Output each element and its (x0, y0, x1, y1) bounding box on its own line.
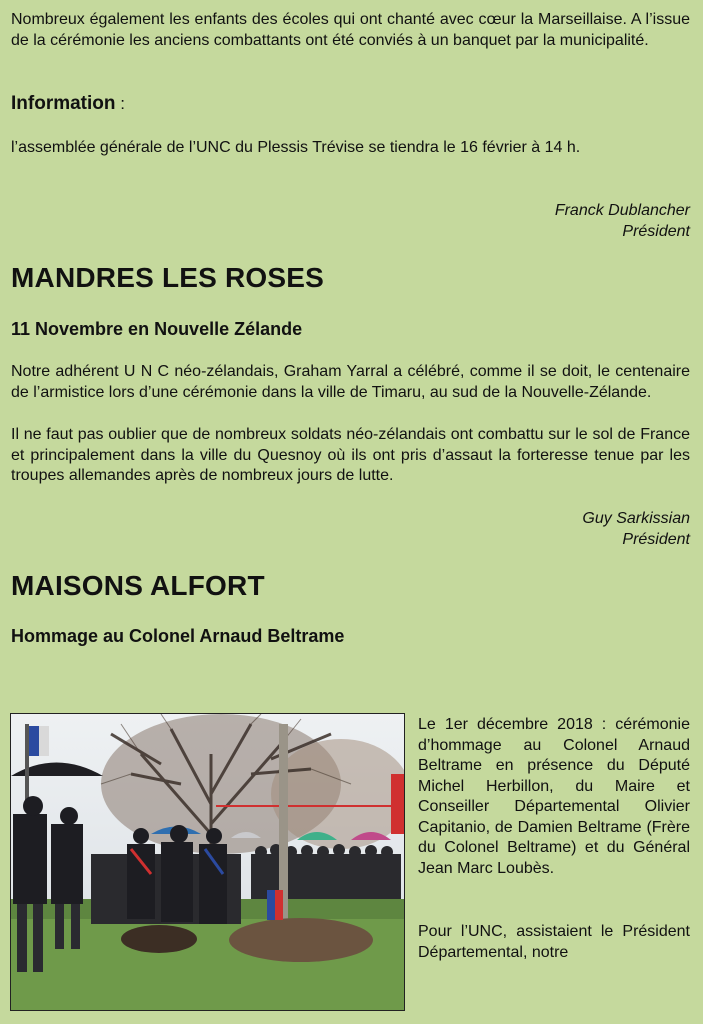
maisons-paragraph-1: Le 1er décembre 2018 : cérémonie d’hommage au Colonel Arnaud Beltrame en présence du Député Michel Herbillon, du Maire et Conseiller Départemental Olivier Capitanio, de Damien Beltrame (Frère du Colonel Beltrame) et du Général Jean Marc Loubès. (418, 716, 690, 877)
information-heading-colon: : (115, 94, 125, 113)
section-subtitle-maisons: Hommage au Colonel Arnaud Beltrame (11, 626, 345, 646)
signature-name: Guy Sarkissian (582, 510, 690, 527)
mandres-paragraph-1: Notre adhérent U N C néo-zélandais, Graham Yarral a célébré, comme il se doit, le centenaire de l’armistice lors d’une cérémonie dans la ville de Timaru, au sud de la Nouvelle-Zélande. (11, 363, 690, 401)
signature-dublancher (555, 200, 690, 242)
maisons-paragraph-2: Pour l’UNC, assistaient le Président Départemental, notre (418, 923, 690, 961)
signature-title: Président (622, 531, 690, 548)
section-title-mandres: MANDRES LES ROSES (11, 262, 324, 293)
signature-name: Franck Dublancher (554, 202, 690, 219)
signature-sarkissian (582, 508, 690, 550)
information-heading-label: Information (11, 93, 116, 114)
mandres-paragraph-2: Il ne faut pas oublier que de nombreux soldats néo-zélandais ont combattu sur le sol de France et principalement dans la ville du Quesnoy où ils ont pris d’assaut la forteresse tenue par les troupes allemandes après de nombreux jours de lutte. (11, 426, 690, 484)
information-text: l’assemblée générale de l’UNC du Plessis Trévise se tiendra le 16 février à 14 h. (11, 139, 581, 156)
ceremony-photo-illustration (11, 714, 404, 1010)
section-subtitle-mandres: 11 Novembre en Nouvelle Zélande (11, 319, 303, 339)
signature-title: Président (622, 223, 690, 240)
intro-paragraph: Nombreux également les enfants des écoles qui ont chanté avec cœur la Marseillaise. A l’issue de la cérémonie les anciens combattants ont été conviés à un banquet par la municipalité. (11, 11, 690, 49)
information-heading (11, 93, 690, 115)
ceremony-photo (10, 713, 405, 1011)
section-title-maisons: MAISONS ALFORT (11, 570, 265, 601)
